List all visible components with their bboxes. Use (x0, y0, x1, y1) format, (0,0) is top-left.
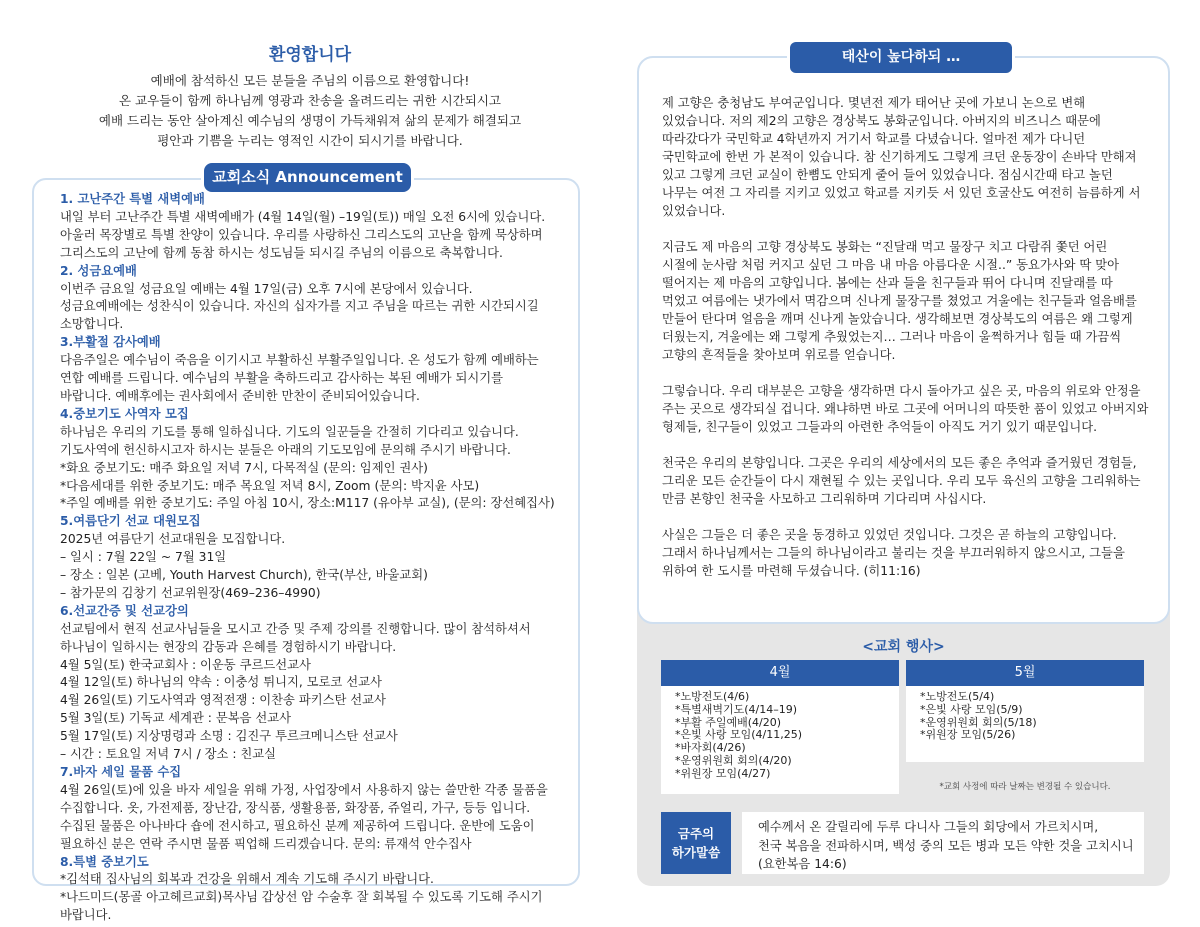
story-line: 그래서 하나님께서는 그들의 하나님이라고 불리는 것을 부끄러워하지 않으시고, 그들을 (662, 546, 1125, 560)
story-line: 있었습니다. (662, 204, 726, 218)
announcement-heading: 6.선교간증 및 선교강의 (60, 603, 189, 618)
announcement-line: 바랍니다. 예배후에는 권사회에서 준비한 만찬이 준비되어있습니다. (60, 388, 420, 403)
event-item: *은빛 사랑 모임(5/9) (920, 702, 1023, 716)
announcement-line: – 시간 : 토요일 저녁 7시 / 장소 : 친교실 (60, 747, 277, 762)
announcement-line: – 참가문의 김창기 선교위원장(469–236–4990) (60, 585, 321, 600)
verse-tag-line: 하가말씀 (671, 845, 721, 860)
story-label: 태산이 높다하되 … (790, 42, 1012, 73)
verse-line: (요한복음 14:6) (758, 857, 847, 871)
event-item: *특별새벽기도(4/14–19) (675, 702, 798, 716)
announcement-line: 선교팀에서 현직 선교사님들을 모시고 간증 및 주제 강의를 진행합니다. 많이 참석하셔서 (60, 621, 531, 636)
story-line: 제 고향은 충청남도 부여군입니다. 몇년전 제가 태어난 곳에 가보니 논으로 변해 (662, 96, 1086, 110)
announcement-line: 5월 3일(토) 기독교 세계관 : 문복음 선교사 (60, 711, 292, 726)
announcement-line: 기도사역에 헌신하시고자 하시는 분들은 아래의 기도모임에 문의해 주시기 바랍니다. (60, 442, 511, 457)
story-line: 먹었고 여름에는 냇가에서 멱감으며 신나게 물장구를 쳤었고 겨울에는 친구들과 얼음배를 (662, 294, 1137, 308)
announcement-heading: 2. 성금요예배 (60, 263, 137, 278)
announcement-line: 4월 26일(토) 기도사역과 영적전쟁 : 이찬송 파키스탄 선교사 (60, 693, 386, 708)
welcome-section (40, 40, 580, 151)
verse-line: 예수께서 온 갈릴리에 두루 다니사 그들의 회당에서 가르치시며, (758, 820, 1099, 834)
announcement-line: *김석태 집사님의 회복과 건강을 위해서 계속 기도해 주시기 바랍니다. (60, 872, 434, 887)
verse-text (742, 812, 1144, 874)
story-text (662, 94, 1152, 580)
event-item: *노방전도(5/4) (920, 690, 995, 703)
announcement-line: 5월 17일(토) 지상명령과 소명 : 김진구 투르크메니스탄 선교사 (60, 729, 398, 744)
announcement-line: 성금요예배에는 성찬식이 있습니다. 자신의 십자가를 지고 주님을 따르는 귀한 시간되시길 (60, 299, 539, 314)
announcement-line: 이번주 금요일 성금요일 예배는 4월 17일(금) 오후 7시에 본당에서 있습니다. (60, 281, 473, 296)
announcement-line: 내일 부터 고난주간 특별 새벽예배가 (4월 14일(월) –19일(토)) 매일 오전 6시에 있습니다. (60, 209, 546, 224)
announcement-line: 하나님이 일하시는 현장의 감동과 은혜를 경험하시기 바랍니다. (60, 639, 397, 654)
story-line: 그렇습니다. 우리 대부분은 고향을 생각하면 다시 돌아가고 싶은 곳, 마음의 위로와 안정을 (662, 384, 1141, 398)
may-events (906, 660, 1144, 794)
welcome-line: 온 교우들이 함께 하나님께 영광과 찬송을 올려드리는 귀한 시간되시고 (119, 93, 501, 108)
event-item: *위원장 모임(5/26) (920, 728, 1016, 742)
announcement-line: 4월 26일(토)에 있을 바자 세일을 위해 가정, 사업장에서 사용하지 않는 쓸만한 각종 물품을 (60, 782, 548, 797)
announcement-line: 4월 12일(토) 하나님의 약속 : 이충성 튀니지, 모로코 선교사 (60, 675, 382, 690)
may-header: 5월 (906, 660, 1144, 686)
announcement-heading: 3.부활절 감사예배 (60, 335, 161, 350)
story-line: 있었습니다. 저의 제2의 고향은 경상북도 봉화군입니다. 아버지의 비즈니스 때문에 (662, 114, 1101, 128)
story-line: 만들어 탄다며 얼음을 깨며 신나게 놀았습니다. 생각해보면 경상북도의 여름은 왜 그렇게 (662, 312, 1133, 326)
april-event-list (661, 686, 899, 781)
announcement-line: 필요하신 분은 연락 주시면 물품 픽업해 드리겠습니다. 문의: 류재석 안수집사 (60, 836, 472, 851)
verse-tag (661, 812, 731, 874)
announcement-heading: 5.여름단기 선교 대원모집 (60, 514, 201, 529)
announcement-line: *다음세대를 위한 중보기도: 매주 목요일 저녁 8시, Zoom (문의: 박지윤 사모) (60, 478, 480, 493)
event-item: *은빛 사랑 모임(4/11,25) (675, 728, 803, 742)
announcement-line: *주일 예배를 위한 중보기도: 주일 아침 10시, 장소:M117 (유아부 교실), (문의: 장선혜집사) (60, 496, 555, 511)
story-line: 천국은 우리의 본향입니다. 그곳은 우리의 세상에서의 모든 좋은 추억과 즐거웠던 경험들, (662, 456, 1137, 470)
announcement-label: 교회소식 Announcement (204, 163, 411, 192)
announcement-line: 연합 예배를 드립니다. 예수님의 부활을 축하드리고 감사하는 복된 예배가 되시기를 (60, 371, 503, 386)
event-item: *운영위원회 회의(4/20) (675, 753, 792, 767)
announcement-heading: 4.중보기도 사역자 모집 (60, 406, 189, 421)
announcement-line: 바랍니다. (60, 908, 112, 923)
april-header: 4월 (661, 660, 899, 686)
story-line: 지금도 제 마음의 고향 경상북도 봉화는 “진달래 먹고 물장구 치고 다람쥐 쫓던 어린 (662, 240, 1108, 254)
announcement-line: 수집합니다. 옷, 가전제품, 장난감, 장식품, 생활용품, 화장품, 쥬얼리, 가구, 등등 입니다. (60, 800, 531, 815)
story-line: 형제들, 친구들이 있었고 그들과의 아련한 추억들이 아직도 거기 있기 때문입니다. (662, 420, 1097, 434)
story-line: 국민학교에 한번 가 본적이 있습니다. 참 신기하게도 그렇게 크던 운동장이 손바닥 만해져 (662, 150, 1137, 164)
story-line: 떨어지는 제 마음의 고향입니다. 봄에는 산과 들을 친구들과 뛰어 다니며 진달래를 따 (662, 276, 1113, 290)
may-event-list (906, 686, 1144, 762)
announcement-line: – 장소 : 일본 (고베, Youth Harvest Church), 한국(부산, 바울교회) (60, 568, 428, 583)
announcement-line: 아울러 목장별로 특별 찬양이 있습니다. 우리를 사랑하신 그리스도의 고난을 함께 묵상하며 (60, 227, 543, 242)
story-line: 그리운 모든 순간들이 다시 재현될 수 있는 곳입니다. 우리 모두 육신의 고향을 그리워하는 (662, 474, 1141, 488)
announcement-heading: 1. 고난주간 특별 새벽예배 (60, 192, 205, 206)
announcement-heading: 8.특별 중보기도 (60, 854, 149, 869)
event-item: *운영위원회 회의(5/18) (920, 715, 1037, 729)
welcome-title: 환영합니다 (268, 45, 352, 65)
welcome-line: 예배에 참석하신 모든 분들을 주님의 이름으로 환영합니다! (150, 73, 470, 88)
announcement-line: *화요 중보기도: 매주 화요일 저녁 7시, 다목적실 (문의: 임제인 권사) (60, 460, 428, 475)
april-events (661, 660, 899, 794)
events-title: <교회 행사> (862, 639, 945, 655)
event-item: *부활 주일예배(4/20) (675, 715, 782, 729)
story-line: 만큼 본향인 천국을 사모하고 그리워하며 기다리며 사십시다. (662, 492, 987, 506)
announcement-line: 4월 5일(토) 한국교회사 : 이운동 쿠르드선교사 (60, 657, 311, 672)
announcement-line: 2025년 여름단기 선교대원을 모집합니다. (60, 532, 286, 547)
announcement-line: – 일시 : 7월 22일 ~ 7월 31일 (60, 550, 227, 565)
announcement-line: 수집된 물품은 아나바다 숍에 전시하고, 필요하신 분께 제공하여 드립니다. 운반에 도움이 (60, 818, 535, 833)
story-line: 사실은 그들은 더 좋은 곳을 동경하고 있었던 것입니다. 그것은 곧 하늘의 고향입니다. (662, 528, 1117, 542)
announcement-line: 그리스도의 고난에 함께 동참 하시는 성도님들 되시길 주님의 이름으로 축복합니다. (60, 245, 503, 260)
story-line: 위하여 한 도시를 마련해 두셨습니다. (히11:16) (662, 564, 921, 578)
announcement-heading: 7.바자 세일 물품 수집 (60, 765, 182, 779)
story-line: 더웠는지, 겨울에는 왜 그렇게 추웠었는지… 그러나 마음이 울쩍하거나 힘들 때 가끔씩 (662, 330, 1122, 344)
event-item: *노방전도(4/6) (675, 690, 750, 703)
story-line: 나무는 여전 그 자리를 지키고 있었고 학교를 지키듯 서 있던 호굴산도 여전히 늠름하게 서 (662, 186, 1141, 200)
verse-line: 천국 복음을 전파하시며, 백성 중의 모든 병과 모든 약한 것을 고치시니 (758, 838, 1134, 853)
story-line: 시절에 눈사람 처럼 커지고 싶던 그 마음 내 마음 아름다운 시절..” 동요가사와 딱 맞아 (662, 258, 1120, 272)
story-line: 주는 곳으로 생각되실 겁니다. 왜냐하면 바로 그곳에 어머니의 따뜻한 품이 있었고 아버지와 (662, 402, 1149, 416)
announcement-list (60, 191, 560, 925)
announcement-line: *나드미드(몽골 아고헤르교회)목사님 갑상선 암 수술후 잘 회복될 수 있도록 기도해 주시기 (60, 890, 543, 905)
event-item: *바자회(4/26) (675, 741, 746, 755)
story-line: 있고 그렇게 크던 교실이 한뼘도 안되게 줄어 들어 있었습니다. 점심시간때 타고 놀던 (662, 168, 1113, 182)
events-note: *교회 사정에 따라 날짜는 변경될 수 있습니다. (939, 782, 1111, 792)
announcement-line: 소망합니다. (60, 317, 124, 332)
story-line: 따라갔다가 국민학교 4학년까지 거기서 학교를 다녔습니다. 얼마전 제가 다니던 (662, 132, 1086, 146)
welcome-line: 예배 드리는 동안 살아계신 예수님의 생명이 가득채워져 삶의 문제가 해결되고 (98, 113, 522, 128)
welcome-line: 평안과 기쁨을 누리는 영적인 시간이 되시기를 바랍니다. (157, 133, 463, 148)
story-line: 고향의 흔적들을 찾아보며 위로를 얻습니다. (662, 348, 896, 362)
announcement-line: 다음주일은 예수님이 죽음을 이기시고 부활하신 부활주일입니다. 온 성도가 함께 예배하는 (60, 353, 539, 368)
verse-tag-line: 금주의 (677, 826, 715, 841)
announcement-line: 하나님은 우리의 기도를 통해 일하십니다. 기도의 일꾼들을 간절히 기다리고 있습니다. (60, 424, 519, 439)
event-item: *위원장 모임(4/27) (675, 766, 771, 780)
